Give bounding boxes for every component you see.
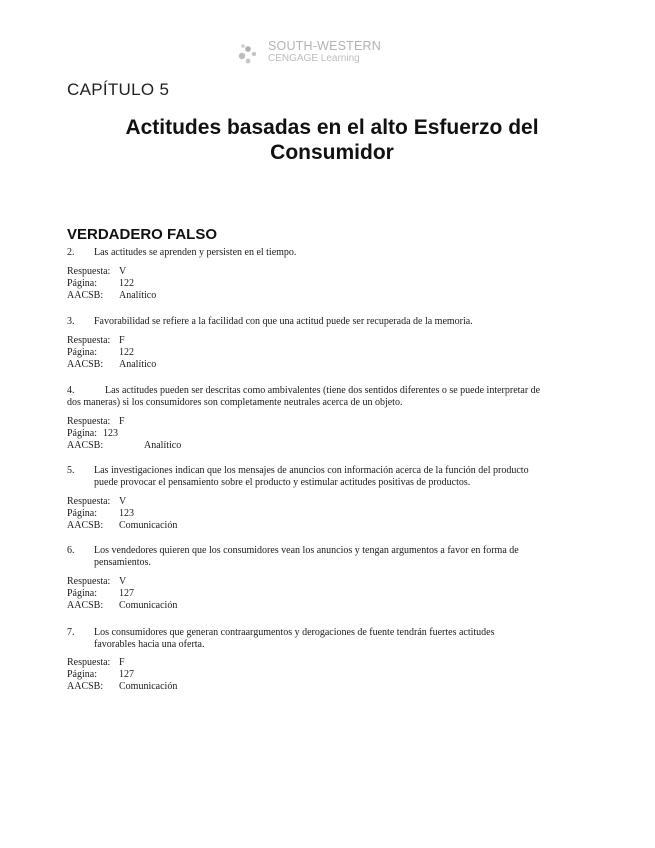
respuesta-value: F bbox=[119, 657, 125, 668]
respuesta-value: V bbox=[119, 266, 127, 277]
question-text: Las investigaciones indican que los mensajes de anuncios con información acerca de la función del producto puede provocar el pensamiento sobre el producto y estimular actitudes positivas de productos. bbox=[94, 465, 529, 488]
respuesta-label: Respuesta: bbox=[67, 657, 111, 668]
question-7 bbox=[67, 627, 507, 651]
question-text: Las actitudes pueden ser descritas como ambivalentes (tiene dos sentidos diferentes o se puede interpretar de dos maneras) si los consumidores son completamente neutrales acerca de un objeto. bbox=[67, 385, 541, 408]
question-number: 3. bbox=[67, 316, 75, 327]
aacsb-value: Comunicación bbox=[119, 681, 178, 692]
aacsb-value: Comunicación bbox=[119, 600, 178, 611]
aacsb-label: AACSB: bbox=[67, 290, 104, 301]
pagina-value: 122 bbox=[119, 278, 134, 289]
chapter-label: CAPÍTULO 5 bbox=[67, 80, 170, 99]
aacsb-label: AACSB: bbox=[67, 440, 104, 451]
respuesta-label: Respuesta: bbox=[67, 576, 111, 587]
pagina-label: Página: bbox=[67, 508, 97, 519]
cengage-logo-icon bbox=[236, 40, 262, 66]
pagina-value: 122 bbox=[119, 347, 134, 358]
aacsb-label: AACSB: bbox=[67, 600, 104, 611]
publisher-logo bbox=[236, 38, 406, 68]
respuesta-value: V bbox=[119, 496, 127, 507]
aacsb-value: Comunicación bbox=[119, 520, 178, 531]
logo-line-2: CENGAGE Learning bbox=[268, 53, 360, 64]
question-text: Los vendedores quieren que los consumidores vean los anuncios y tengan argumentos a favor en forma de pensamientos. bbox=[94, 545, 519, 568]
respuesta-label: Respuesta: bbox=[67, 266, 111, 277]
answer-block-2 bbox=[67, 266, 156, 302]
question-3 bbox=[67, 316, 567, 328]
section-heading: VERDADERO FALSO bbox=[67, 226, 218, 243]
question-number: 5. bbox=[67, 465, 75, 476]
aacsb-label: AACSB: bbox=[67, 520, 104, 531]
answer-block-4 bbox=[67, 416, 181, 452]
question-6 bbox=[67, 545, 557, 569]
respuesta-label: Respuesta: bbox=[67, 496, 111, 507]
question-number: 6. bbox=[67, 545, 75, 556]
pagina-value: 127 bbox=[119, 669, 134, 680]
aacsb-value: Analítico bbox=[119, 290, 157, 301]
pagina-label: Página: bbox=[67, 428, 97, 439]
question-text: Favorabilidad se refiere a la facilidad con que una actitud puede ser recuperada de la memoria. bbox=[94, 316, 473, 327]
pagina-label: Página: bbox=[67, 669, 97, 680]
question-5 bbox=[67, 465, 547, 489]
pagina-label: Página: bbox=[67, 588, 97, 599]
pagina-label: Página: bbox=[67, 278, 97, 289]
question-number: 4. bbox=[67, 385, 75, 396]
aacsb-value: Analítico bbox=[144, 440, 182, 451]
aacsb-label: AACSB: bbox=[67, 359, 104, 370]
answer-block-7 bbox=[67, 657, 177, 693]
respuesta-value: V bbox=[119, 576, 127, 587]
respuesta-value: F bbox=[119, 335, 125, 346]
pagina-value: 127 bbox=[119, 588, 134, 599]
question-2 bbox=[67, 247, 567, 259]
pagina-value: 123 bbox=[103, 428, 118, 439]
respuesta-value: F bbox=[119, 416, 125, 427]
aacsb-value: Analítico bbox=[119, 359, 157, 370]
pagina-label: Página: bbox=[67, 347, 97, 358]
logo-line-1: SOUTH-WESTERN bbox=[268, 39, 382, 53]
answer-block-3 bbox=[67, 335, 156, 371]
question-number: 7. bbox=[67, 627, 75, 638]
respuesta-label: Respuesta: bbox=[67, 335, 111, 346]
question-text: Los consumidores que generan contraargumentos y derogaciones de fuente tendrán fuertes actitudes favorables hacia una oferta. bbox=[94, 627, 495, 650]
answer-block-6 bbox=[67, 576, 177, 612]
question-number: 2. bbox=[67, 247, 75, 258]
aacsb-label: AACSB: bbox=[67, 681, 104, 692]
pagina-value: 123 bbox=[119, 508, 134, 519]
page-title: Actitudes basadas en el alto Esfuerzo del Consumidor bbox=[125, 116, 539, 164]
question-4 bbox=[67, 385, 547, 409]
question-text: Las actitudes se aprenden y persisten en el tiempo. bbox=[94, 247, 297, 258]
respuesta-label: Respuesta: bbox=[67, 416, 111, 427]
answer-block-5 bbox=[67, 496, 177, 532]
